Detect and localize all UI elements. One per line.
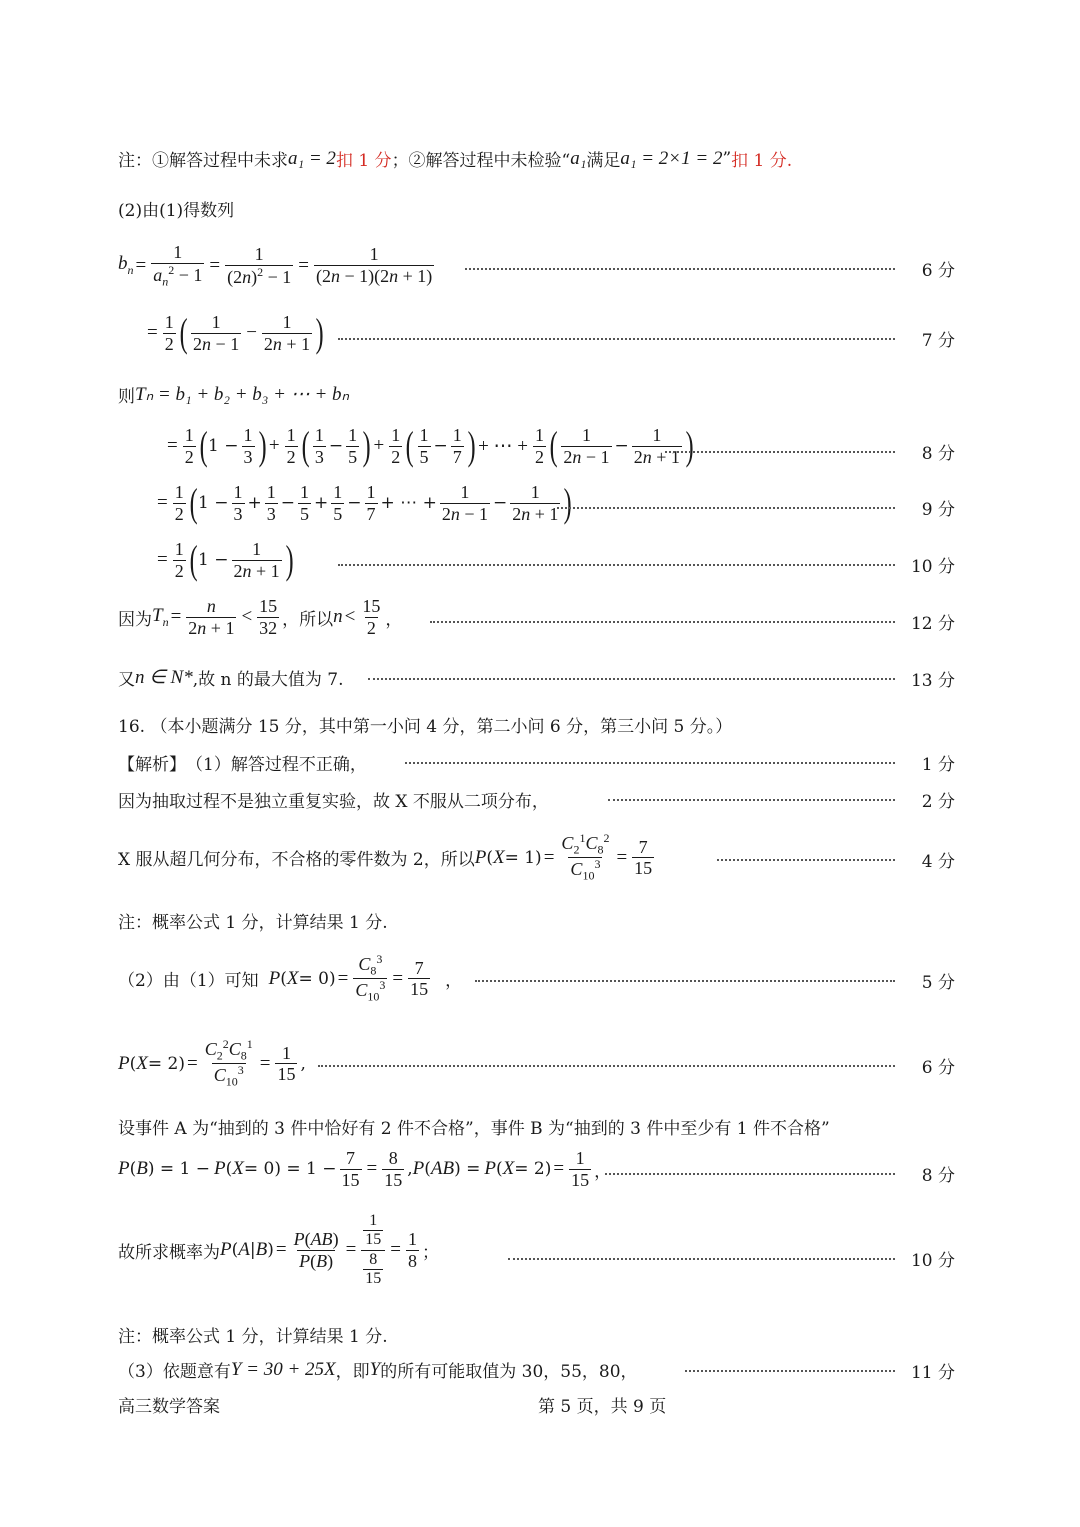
part3-var: Y bbox=[369, 1358, 381, 1380]
q16-header bbox=[118, 712, 732, 737]
score-8: 8 分 bbox=[921, 444, 955, 464]
part3-mid: ，即 bbox=[335, 1362, 370, 1382]
tn-inequality: 因为 $T_n$ = $\frac{n}{2n + 1}$ < $\frac{15}{32}$ ，所以 n < $\frac{15}{2}$ ， bbox=[118, 596, 403, 638]
note-b bbox=[118, 1322, 388, 1347]
also-expr: n ∈ N* bbox=[135, 667, 193, 688]
because-text: 因为 bbox=[118, 609, 152, 630]
note1-mid: ；②解答过程中未检验“ bbox=[391, 151, 571, 171]
also-prefix: 又 bbox=[118, 670, 135, 690]
note1-quote-end: ” bbox=[722, 148, 732, 169]
score-1: 1 分 bbox=[921, 755, 955, 775]
events-def bbox=[118, 1114, 830, 1139]
bn-formula: $b_n$ = $\frac{1}{a_n^2 - 1}$ = $\frac{1}{(2n)^2 - 1}$ = $\frac{1}{(2n - 1)(2n + 1)}$ bbox=[118, 242, 433, 289]
note1-mid2: 满足 bbox=[586, 151, 621, 171]
note1-deduct1: 扣 1 分 bbox=[335, 151, 392, 171]
part2-intro-text: (2)由(1)得数列 bbox=[118, 201, 235, 221]
final-prefix: 故所求概率为 bbox=[118, 1242, 220, 1263]
score-6: 6 分 bbox=[921, 261, 955, 281]
part3-prefix: （3）依题意有 bbox=[118, 1362, 231, 1382]
bn-split: = $\frac{1}{2}$ ( $\frac{1}{2n - 1}$ − $\frac{1}{2n + 1}$ ) bbox=[147, 310, 324, 356]
comma-text: ， bbox=[385, 609, 403, 630]
footer-page-number: 第 5 页，共 9 页 bbox=[538, 1397, 667, 1417]
q16-line3: X 服从超几何分布，不合格的零件数为 2，所以 P ( X = 1) = $\frac{C_2^1C_8^2}{C_{10}^3}$ = $\frac{7}{15}$ bbox=[118, 831, 653, 883]
bn-frac-1: $\frac{1}{a_n^2 - 1}$ bbox=[153, 242, 203, 289]
tn-def bbox=[118, 382, 349, 407]
note-a bbox=[118, 908, 388, 933]
bn-frac-2: $\frac{1}{(2n)^2 - 1}$ bbox=[227, 243, 292, 287]
note1-expr2a: a₁ bbox=[570, 147, 587, 169]
note1-expr2b: a₁ = 2×1 = 2 bbox=[620, 147, 723, 169]
events-text: 设事件 A 为“抽到的 3 件中恰好有 2 件不合格”，事件 B 为“抽到的 3 件中至少有 1 件不合格” bbox=[118, 1119, 830, 1139]
score-7: 7 分 bbox=[921, 331, 955, 351]
tn-intro: 则 bbox=[118, 387, 135, 407]
tn-expand: = $\frac{1}{2}$ ( 1 − $\frac{1}{3}$ ) + $\frac{1}{2}$ ( $\frac{1}{3}$ − $\frac{1}{5}$ ) + $\frac{1}{2}$ ( $\frac{1}{5}$ − $\frac{1}{7}$ ) + ⋯ + $\frac{1}{2}$ ( $\frac{1}{2n - 1}$ − $\frac{1}{2n + 1}$ ) bbox=[167, 423, 694, 469]
q16-p2: 因为抽取过程不是独立重复实验，故 X 不服从二项分布， bbox=[118, 792, 549, 812]
part2-intro bbox=[118, 196, 234, 221]
so-text: ，所以 bbox=[282, 609, 334, 630]
analysis-label: 【解析】 bbox=[118, 755, 186, 775]
note-line-1 bbox=[118, 146, 792, 171]
tn-telescope: = $\frac{1}{2}$ ( 1 − $\frac{1}{3}$ + $\frac{1}{3}$ − $\frac{1}{5}$ + $\frac{1}{5}$ − $\frac{1}{7}$ + ⋯ + $\frac{1}{2n - 1}$ − $\frac{1}{2n + 1}$ ) bbox=[157, 480, 573, 526]
score-6b: 6 分 bbox=[921, 1058, 955, 1078]
score-4: 4 分 bbox=[921, 852, 955, 872]
part2-prefix: （2）由（1）可知 bbox=[118, 971, 259, 992]
q16-p3: X 服从超几何分布，不合格的零件数为 2，所以 bbox=[118, 850, 475, 871]
score-13: 13 分 bbox=[910, 671, 955, 691]
score-12: 12 分 bbox=[910, 614, 955, 634]
also-suffix: ,故 n 的最大值为 7. bbox=[192, 670, 344, 690]
part3-expr: Y = 30 + 25X bbox=[230, 1358, 336, 1380]
q16-part2-line2: P ( X = 2) = $\frac{C_2^2C_8^1}{C_{10}^3}$ = $\frac{1}{15}$ , bbox=[118, 1037, 306, 1089]
pb-line: P ( B ) = 1 − P ( X = 0) = 1 − $\frac{7}{15}$ = $\frac{8}{15}$ , P ( AB ) = P ( X = 2) = $\frac{1}{15}$ ， bbox=[118, 1148, 612, 1190]
score-5: 5 分 bbox=[921, 973, 955, 993]
note-a-text: 注：概率公式 1 分，计算结果 1 分. bbox=[118, 913, 388, 933]
score-2: 2 分 bbox=[921, 792, 955, 812]
tn-result: = $\frac{1}{2}$ ( 1 − $\frac{1}{2n + 1}$ ) bbox=[157, 537, 294, 583]
score-11: 11 分 bbox=[910, 1363, 955, 1383]
note-b-text: 注：概率公式 1 分，计算结果 1 分. bbox=[118, 1327, 388, 1347]
note1-deduct2: 扣 1 分. bbox=[731, 151, 793, 171]
final-prob: 故所求概率为 P ( A | B ) = $\frac{P(AB)}{P(B)}$ = $\frac{\frac{1}{15}}{\frac{8}{15}}$ = $\frac{1}{8}$ ； bbox=[118, 1212, 439, 1288]
part3-suffix: 的所有可能取值为 30，55，80， bbox=[380, 1362, 638, 1382]
score-9: 9 分 bbox=[921, 500, 955, 520]
score-10: 10 分 bbox=[910, 557, 955, 577]
score-8b: 8 分 bbox=[921, 1166, 955, 1186]
bn-lhs: $b_n$ bbox=[118, 253, 134, 277]
q16-header-text: 16. （本小题满分 15 分，其中第一小问 4 分，第二小问 6 分，第三小问 5 分。） bbox=[118, 717, 733, 737]
tn-expr: Tₙ = b₁ + b₂ + b₃ + ⋯ + bₙ bbox=[135, 384, 350, 405]
note1-expr1: a₁ = 2 bbox=[288, 147, 336, 169]
bn-frac-3: $\frac{1}{(2n - 1)(2n + 1)}$ bbox=[315, 244, 433, 287]
footer-left: 高三数学答案 bbox=[118, 1397, 220, 1417]
score-10b: 10 分 bbox=[910, 1251, 955, 1271]
q16-part2-line1: （2）由（1）可知 P ( X = 0) = $\frac{C_8^3}{C_{10}^3}$ = $\frac{7}{15}$ ， bbox=[118, 952, 463, 1004]
q16-p1: （1）解答过程不正确， bbox=[186, 755, 367, 775]
note1-prefix: 注：①解答过程中未求 bbox=[118, 151, 288, 171]
